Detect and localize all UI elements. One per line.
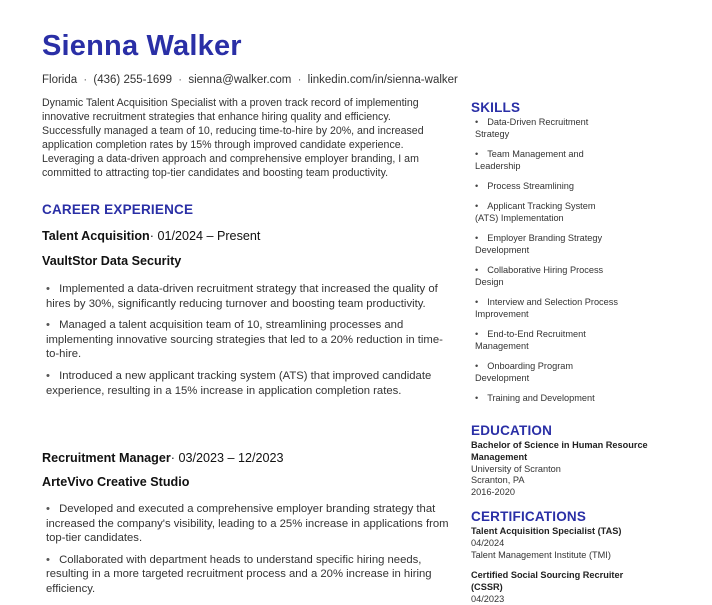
- certification-name: Talent Acquisition Specialist (TAS): [471, 526, 622, 536]
- summary-paragraph: Dynamic Talent Acquisition Specialist with a proven track record of implementing innovative recruitment strategies that enhance hiring quality and efficiency. Successfully managed a team of 10, reducing time-to-hire by 20%, and increased application completion rates by 15% through improved candidate experience. Leveraging a data-driven approach and comprehensive employer branding, I am committed to attracting top-tier candidates and boosting team productivity.: [42, 97, 424, 179]
- certification-issuer: Talent Management Institute (TMI): [471, 549, 611, 560]
- education-years: 2016-2020: [471, 487, 515, 498]
- skill-item: • Team Management and Leadership: [471, 148, 621, 172]
- education-school: University of Scranton: [471, 463, 561, 474]
- education-degree: Bachelor of Science in Human Resource Management: [471, 440, 648, 462]
- experience-heading: CAREER EXPERIENCE: [42, 202, 194, 217]
- skill-item: • Onboarding Program Development: [471, 360, 621, 384]
- skill-item: • Process Streamlining: [471, 180, 621, 192]
- job-title-line: [42, 451, 284, 465]
- job-bullet: • Developed and executed a comprehensive employer branding strategy that increased the company's visibility, leading to a 25% increase in applications from top-tier candidates.: [46, 502, 451, 546]
- job-dates: · 03/2023 – 12/2023: [170, 451, 284, 465]
- certification-entry: [471, 526, 651, 561]
- education-location: Scranton, PA: [471, 475, 525, 486]
- skill-item: • Applicant Tracking System (ATS) Implementation: [471, 200, 621, 224]
- job-bullet: • Managed a talent acquisition team of 10, streamlining processes and implementing innovative sourcing strategies that led to a 20% reduction in time-to-hire.: [46, 318, 451, 362]
- contact-phone: (436) 255-1699: [93, 74, 173, 86]
- job-bullet: • Implemented a data-driven recruitment strategy that increased the quality of hires by 30%, significantly reducing turnover and boosting team productivity.: [46, 282, 451, 311]
- certification-name: Certified Social Sourcing Recruiter (CSSR): [471, 570, 624, 592]
- contact-line: [42, 74, 458, 86]
- company-name: VaultStor Data Security: [42, 254, 182, 268]
- education-entry: [471, 440, 651, 499]
- skill-item: • Employer Branding Strategy Development: [471, 232, 621, 256]
- education-heading: EDUCATION: [471, 423, 553, 438]
- job-bullet: • Introduced a new applicant tracking system (ATS) that improved candidate experience, resulting in a 15% increase in application completion rates.: [46, 369, 451, 398]
- candidate-name: Sienna Walker: [42, 30, 242, 62]
- contact-location: Florida: [42, 74, 78, 86]
- certification-date: 04/2024: [471, 537, 505, 548]
- company-name: ArteVivo Creative Studio: [42, 475, 190, 489]
- job-bullets: [46, 282, 451, 405]
- skill-item: • Interview and Selection Process Improvement: [471, 296, 621, 320]
- skill-item: • Collaborative Hiring Process Design: [471, 264, 621, 288]
- contact-separator: ·: [178, 74, 183, 86]
- contact-separator: ·: [83, 74, 88, 86]
- contact-linkedin[interactable]: linkedin.com/in/sienna-walker: [307, 74, 458, 86]
- job-title-line: [42, 229, 260, 243]
- skills-list: [471, 116, 621, 412]
- skill-item: • Training and Development: [471, 392, 621, 404]
- job-title: Talent Acquisition: [42, 229, 150, 243]
- skill-item: • Data-Driven Recruitment Strategy: [471, 116, 621, 140]
- certification-date: 04/2023: [471, 593, 505, 604]
- skill-item: • End-to-End Recruitment Management: [471, 328, 621, 352]
- contact-separator: ·: [297, 74, 302, 86]
- contact-email[interactable]: sienna@walker.com: [188, 74, 292, 86]
- skills-heading: SKILLS: [471, 100, 521, 115]
- job-title: Recruitment Manager: [42, 451, 171, 465]
- certification-entry: [471, 570, 631, 605]
- job-bullet: • Collaborated with department heads to understand specific hiring needs, resulting in a more targeted recruitment process and a 20% increase in hiring efficiency.: [46, 553, 451, 597]
- certifications-heading: CERTIFICATIONS: [471, 509, 587, 524]
- job-dates: · 01/2024 – Present: [149, 229, 261, 243]
- job-bullets: [46, 502, 451, 604]
